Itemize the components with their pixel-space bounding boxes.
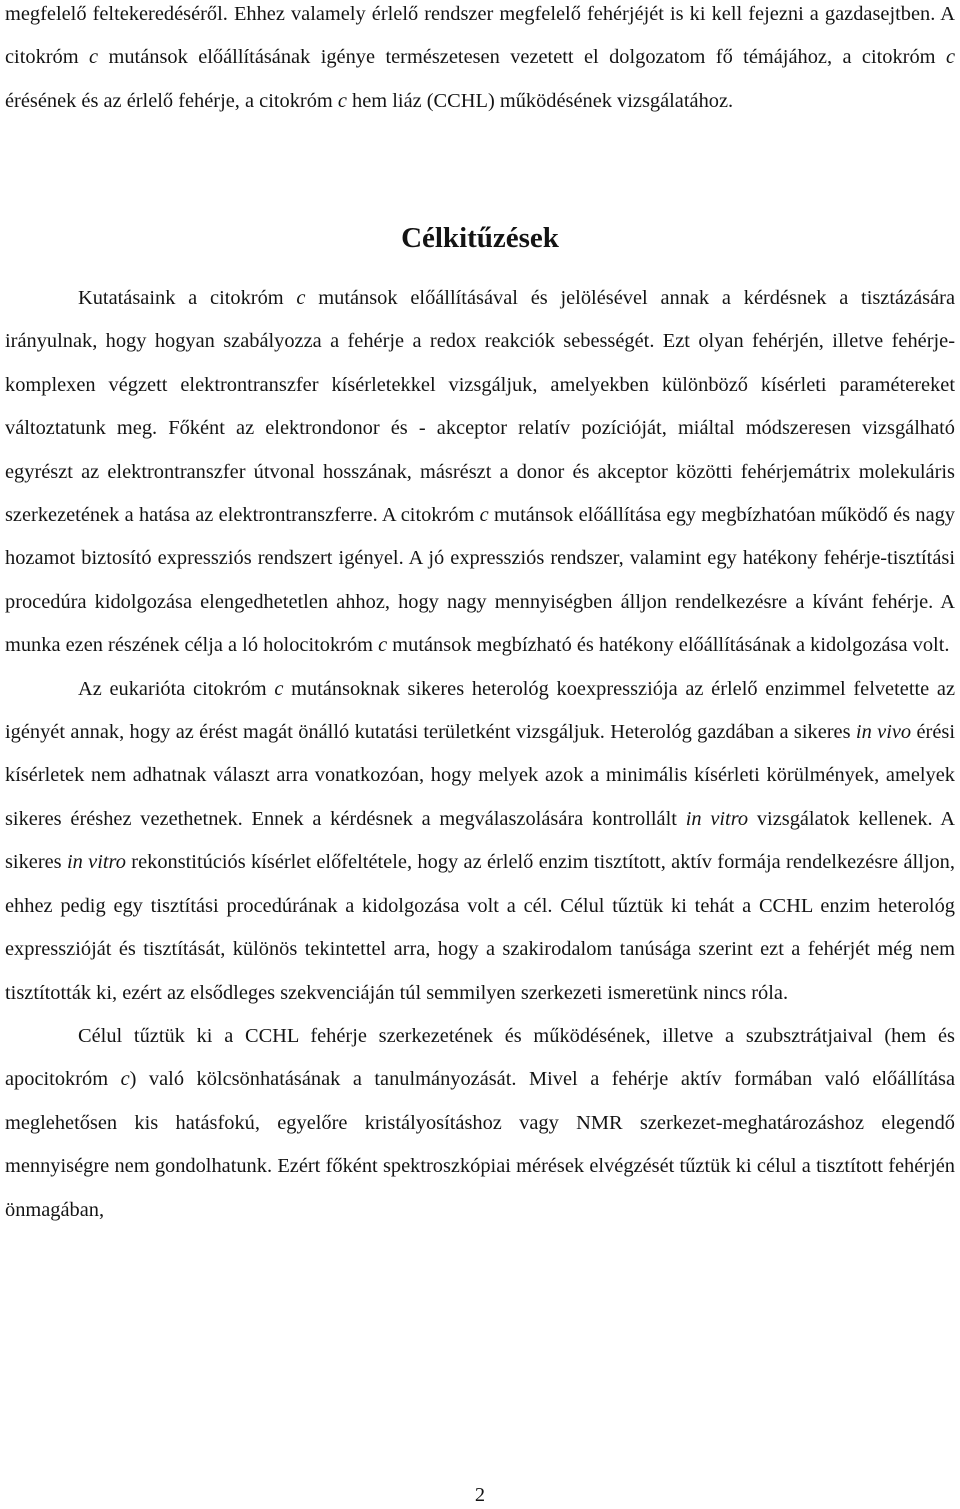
italic-text-run: c [378,634,388,657]
section-heading: Célkitűzések [401,222,559,254]
text-run: vizsgálatok kellenek. A sikeres [5,807,956,874]
text-run: rekonstitúciós kísérlet előfeltétele, hogy az érlelő enzim tisztított, aktív formája rendelkezésre álljon, ehhez pedig egy tisztítási procedúrának a kidolgozása volt a cél. Célul tűztük ki tehát a CCHL enzim heterológ expresszióját és tisztítását, különös tekintettel arra, hogy a szakirodalom tanúsága szerint ezt a fehérjét még nem tisztították ki, ezért az elsődleges szekvenciáján túl semmilyen szerkezeti ismeretünk nincs róla. [5,851,955,1004]
text-run: Az eukarióta citokróm [78,677,275,700]
italic-text-run: c [945,46,955,69]
paragraph-maturation [5,668,955,1015]
paragraph-objectives [5,277,955,668]
italic-text-run: in vitro [685,807,749,830]
italic-text-run: in vitro [66,851,126,874]
text-run: mutánsok előállítása egy megbízhatóan működő és nagy hozamot biztosító expressziós rendszert igényel. A jó expressziós rendszer, valamint egy hatékony fehérje-tisztítási procedúra kidolgozása elengedhetetlen ahhoz, hogy nagy mennyiségben álljon rendelkezésre a kívánt fehérje. A munka ezen részének célja a ló holocitokróm [5,504,956,657]
text-run: hem liáz (CCHL) működésének vizsgálatához. [346,89,734,112]
text-run: mutánsoknak sikeres heterológ koexpressziója az érlelő enzimmel felvetette az igényét annak, hogy az érést magát önálló kutatási területként vizsgáljuk. Heterológ gazdában a sikeres [5,677,955,744]
text-run: ) való kölcsönhatásának a tanulmányozását. Mivel a fehérje aktív formában való előállítása meglehetősen kis hatásfokú, egyelőre kristályosításhoz vagy NMR szerkezet-meghatározáshoz elegendő mennyiségre nem gondolhatunk. Ezért főként spektroszkópiai mérések elvégzését tűztük ki célul a tisztított fehérjén önmagában, [5,1068,955,1221]
italic-text-run: c [89,46,99,69]
text-run: érési kísérletek nem adhatnak választ arra vonatkozóan, hogy melyek azok a minimális kísérleti körülmények, amelyek sikeres éréshez vezethetnek. Ennek a kérdésnek a megválaszolására kontrollált [5,721,955,830]
italic-text-run: c [274,677,284,700]
intro-paragraph [5,0,955,123]
text-run: mutánsok előállításának igénye természetesen vezetett el dolgozatom fő témájához, a citokróm [98,46,946,69]
italic-text-run: c [120,1068,130,1091]
italic-text-run: in vivo [855,721,912,744]
text-run: érésének és az érlelő fehérje, a citokróm [5,89,338,112]
text-run: Kutatásaink a citokróm [78,287,297,309]
italic-text-run: c [479,504,489,527]
text-run: mutánsok megbízható és hatékony előállításának a kidolgozása volt. [387,634,950,657]
text-run: Célul tűztük ki a CCHL fehérje szerkezetének és működésének, illetve a szubsztrátjaival (hem és apocitokróm [5,1024,955,1091]
italic-text-run: c [337,89,347,112]
section-body [5,277,955,1232]
italic-text-run: c [296,287,306,309]
page-number: 2 [474,1484,486,1506]
paragraph-cchl-structure [5,1015,955,1232]
text-run: mutánsok előállításával és jelölésével annak a kérdésnek a tisztázására irányulnak, hogy hogyan szabályozza a fehérje a redox reakciók sebességét. Ezt olyan fehérjén, illetve fehérje-komplexen végzett elektrontranszfer kísérletekkel vizsgáljuk, amelyekben különböző kísérleti paramétereket változtatunk meg. Főként az elektrondonor és - akceptor relatív pozícióját, miáltal módszeresen vizsgálható egyrészt az elektrontranszfer útvonal hosszának, másrészt a donor és akceptor közötti fehérjemátrix molekuláris szerkezetének a hatása az elektrontranszferre. A citokróm [5,287,955,527]
document-page [5,0,955,1509]
text-run: megfelelő feltekeredéséről. Ehhez valamely érlelő rendszer megfelelő fehérjéjét is ki kell fejezni a gazdasejtben. A citokróm [5,3,955,69]
